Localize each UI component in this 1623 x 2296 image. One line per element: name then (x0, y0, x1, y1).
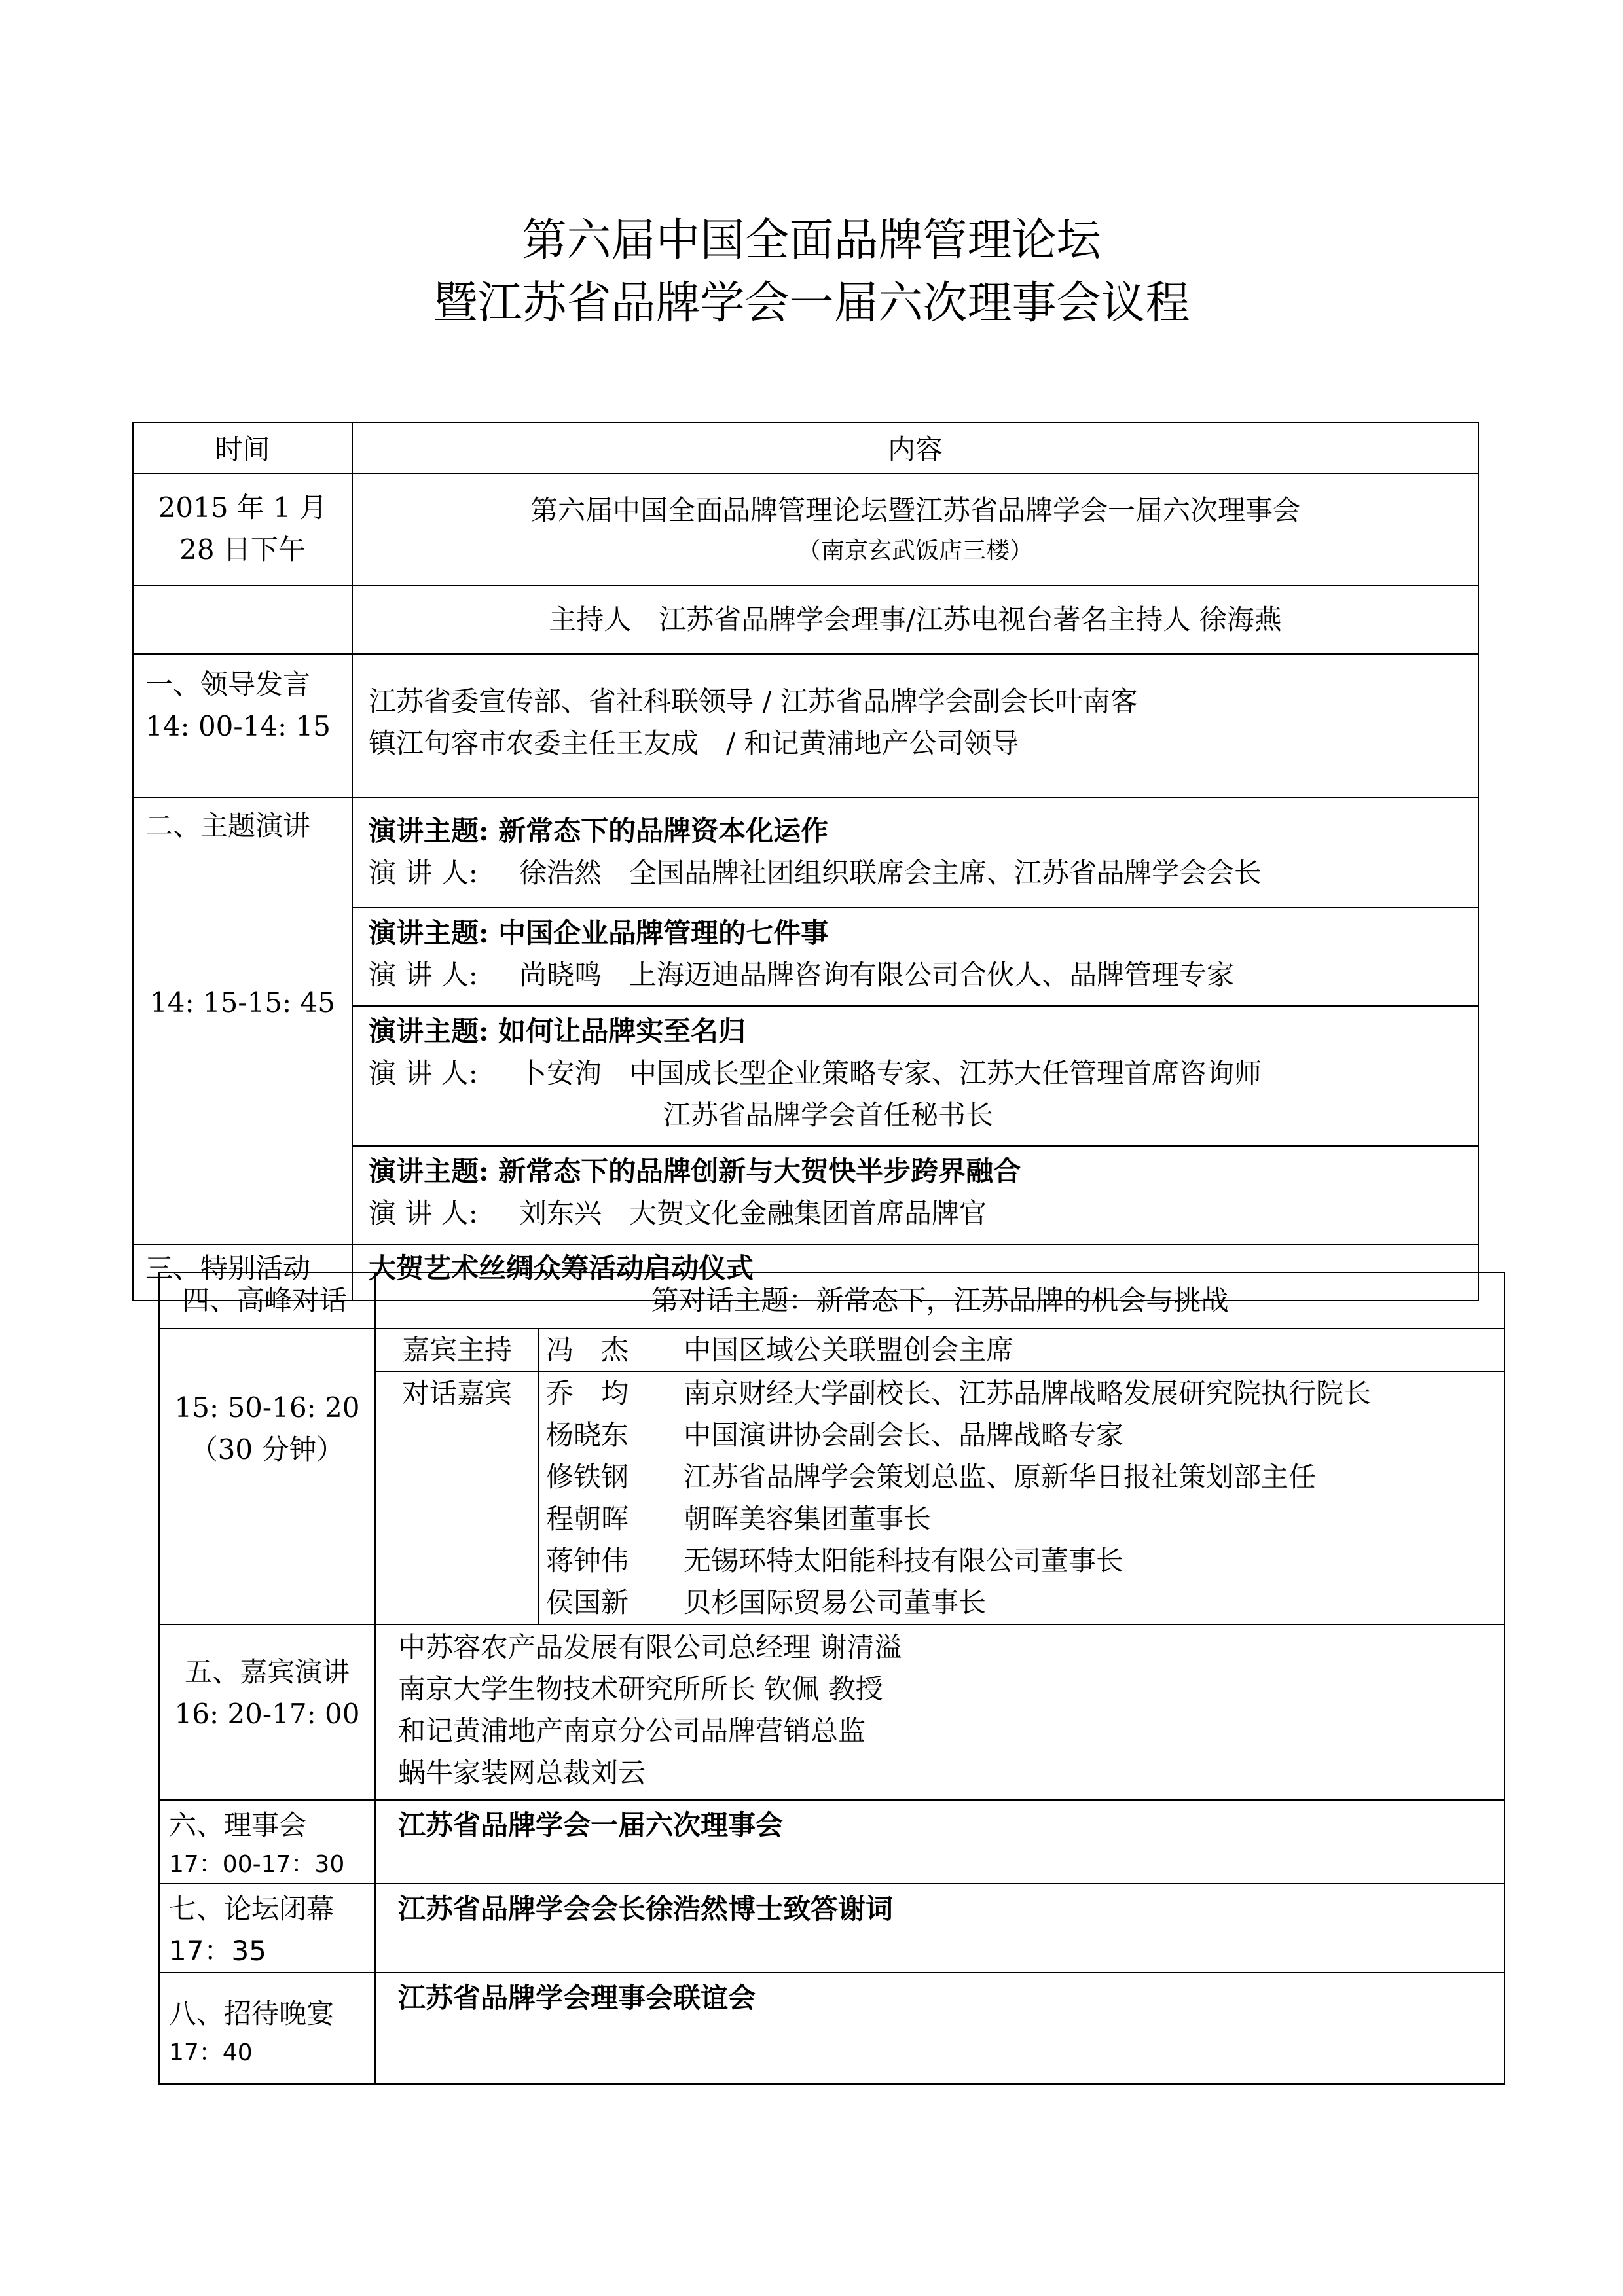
guest-1-desc: 南京财经大学副校长、江苏品牌战略发展研究院执行院长 (684, 1377, 1372, 1409)
section8-label (159, 1973, 375, 2084)
section7-time: 17：35 (169, 1935, 266, 1967)
section4-time: 15: 50-16: 20 (174, 1391, 360, 1424)
opening-event: 第六届中国全面品牌管理论坛暨江苏省品牌学会一届六次理事会 (530, 494, 1300, 526)
section7-label (159, 1884, 375, 1973)
document-title (0, 209, 1623, 335)
section5-row (159, 1624, 1504, 1800)
opening-row (133, 473, 1478, 586)
section6-time: 17：00-17：30 (169, 1851, 345, 1878)
section2-talk-1-row (133, 798, 1478, 908)
section2-title: 二、主题演讲 (145, 810, 311, 842)
section8-title: 八、招待晚宴 (169, 1998, 335, 2030)
section2-label (133, 798, 352, 1244)
opening-venue: （南京玄武饭店三楼） (797, 537, 1033, 564)
guest-1 (546, 1372, 1504, 1414)
talk-1 (352, 798, 1478, 908)
guest-4-desc: 朝晖美容集团董事长 (684, 1503, 932, 1535)
agenda-table-part-1 (132, 422, 1479, 1301)
talk-3-speaker-extra: 江苏省品牌学会首任秘书长 (663, 1099, 994, 1131)
section5-time: 16: 20-17: 00 (174, 1698, 360, 1730)
guest-6 (546, 1582, 1504, 1624)
section8-time: 17：40 (169, 2039, 253, 2066)
section5-label (159, 1624, 375, 1800)
guest-2-desc: 中国演讲协会副会长、品牌战略专家 (684, 1419, 1124, 1451)
host-desc: 中国区域公关联盟创会主席 (684, 1334, 1014, 1366)
section6-title: 六、理事会 (169, 1809, 307, 1841)
section8-content: 江苏省品牌学会理事会联谊会 (375, 1973, 1504, 2084)
table-header-row (133, 422, 1478, 473)
section5-line-3: 和记黄浦地产南京分公司品牌营销总监 (398, 1715, 866, 1747)
agenda-table-part-2 (158, 1272, 1505, 2085)
section5-title: 五、嘉宾演讲 (184, 1656, 350, 1688)
talk-3-speaker (369, 1052, 1468, 1094)
section4-host-row (159, 1329, 1504, 1372)
talk-2-speaker-label: 演 讲 人: (369, 959, 478, 991)
section4-header-row (159, 1272, 1504, 1329)
host-text: 主持人 江苏省品牌学会理事/江苏电视台著名主持人 徐海燕 (352, 586, 1478, 654)
guest-3 (546, 1456, 1504, 1498)
talk-3-topic: 演讲主题: 如何让品牌实至名归 (369, 1015, 746, 1047)
talk-3-speaker-name: 卜安洵 中国成长型企业策略专家、江苏大任管理首席咨询师 (519, 1057, 1262, 1089)
talk-1-topic: 演讲主题: 新常态下的品牌资本化运作 (369, 815, 829, 847)
section2-time: 14: 15-15: 45 (150, 986, 335, 1018)
guest-5-desc: 无锡环特太阳能科技有限公司董事长 (684, 1545, 1124, 1577)
section4-host-label: 嘉宾主持 (375, 1329, 539, 1372)
section1-line-1: 江苏省委宣传部、省社科联领导 / 江苏省品牌学会副会长叶南客 (369, 685, 1138, 717)
section4-host (539, 1329, 1504, 1372)
opening-date (133, 473, 352, 586)
opening-content (352, 473, 1478, 586)
section7-content: 江苏省品牌学会会长徐浩然博士致答谢词 (375, 1884, 1504, 1973)
talk-4-speaker-label: 演 讲 人: (369, 1197, 478, 1229)
section1-label (133, 654, 352, 798)
section8-row (159, 1973, 1504, 2084)
talk-2-topic: 演讲主题: 中国企业品牌管理的七件事 (369, 917, 829, 949)
talk-2-speaker-name: 尚晓鸣 上海迈迪品牌咨询有限公司合伙人、品牌管理专家 (519, 959, 1235, 991)
section5-line-2: 南京大学生物技术研究所所长 钦佩 教授 (398, 1673, 883, 1705)
talk-4-speaker (369, 1193, 1468, 1234)
section4-duration: （30 分钟） (190, 1433, 344, 1465)
talk-2-speaker (369, 954, 1468, 996)
title-line-2: 暨江苏省品牌学会一届六次理事会议程 (433, 278, 1190, 329)
section4-theme: 第对话主题：新常态下，江苏品牌的机会与挑战 (375, 1272, 1504, 1329)
title-line-1: 第六届中国全面品牌管理论坛 (522, 215, 1101, 266)
header-time: 时间 (133, 422, 352, 473)
section3-content: 大贺艺术丝绸众筹活动启动仪式 (352, 1244, 1478, 1300)
section3-title: 三、特别活动 (133, 1244, 352, 1300)
guest-2-name: 杨晓东 (546, 1419, 629, 1451)
guest-4 (546, 1498, 1504, 1540)
guest-1-name: 乔 均 (546, 1377, 629, 1409)
talk-1-speaker (369, 852, 1468, 894)
opening-date-line-1: 2015 年 1 月 (158, 492, 327, 524)
guest-3-name: 修铁钢 (546, 1461, 629, 1493)
section7-title: 七、论坛闭幕 (169, 1893, 335, 1925)
guest-6-name: 侯国新 (546, 1587, 629, 1619)
guest-4-name: 程朝晖 (546, 1503, 629, 1535)
guest-2 (546, 1414, 1504, 1456)
talk-1-speaker-label: 演 讲 人: (369, 857, 478, 889)
talk-4-speaker-name: 刘东兴 大贺文化金融集团首席品牌官 (519, 1197, 987, 1229)
section6-label (159, 1800, 375, 1884)
talk-3 (352, 1006, 1478, 1146)
talk-3-speaker-label: 演 讲 人: (369, 1057, 478, 1089)
section1-time: 14: 00-14: 15 (145, 710, 331, 742)
section1-content (352, 654, 1478, 798)
host-time-cell (133, 586, 352, 654)
section1-line-2: 镇江句容市农委主任王友成 / 和记黄浦地产公司领导 (369, 727, 1019, 759)
section5-content (375, 1624, 1504, 1800)
host-name: 冯 杰 (546, 1334, 629, 1366)
section6-content: 江苏省品牌学会一届六次理事会 (375, 1800, 1504, 1884)
guest-5-name: 蒋钟伟 (546, 1545, 629, 1577)
section1-title: 一、领导发言 (145, 668, 311, 700)
section5-line-4: 蜗牛家装网总裁刘云 (398, 1757, 646, 1789)
talk-4-topic: 演讲主题: 新常态下的品牌创新与大贺快半步跨界融合 (369, 1155, 1021, 1187)
section4-guests-label: 对话嘉宾 (375, 1372, 539, 1624)
section4-title: 四、高峰对话 (159, 1272, 375, 1329)
section4-guests (539, 1372, 1504, 1624)
section7-row (159, 1884, 1504, 1973)
section5-line-1: 中苏容农产品发展有限公司总经理 谢清溢 (398, 1631, 902, 1663)
guest-3-desc: 江苏省品牌学会策划总监、原新华日报社策划部主任 (684, 1461, 1317, 1493)
guest-5 (546, 1540, 1504, 1582)
section6-row (159, 1800, 1504, 1884)
guest-6-desc: 贝杉国际贸易公司董事长 (684, 1587, 987, 1619)
section1-row (133, 654, 1478, 798)
header-content: 内容 (352, 422, 1478, 473)
talk-2 (352, 908, 1478, 1006)
host-row (133, 586, 1478, 654)
talk-4 (352, 1146, 1478, 1244)
opening-date-line-2: 28 日下午 (179, 533, 306, 565)
talk-1-speaker-name: 徐浩然 全国品牌社团组织联席会主席、江苏省品牌学会会长 (519, 857, 1262, 889)
section4-time-cell (159, 1329, 375, 1624)
